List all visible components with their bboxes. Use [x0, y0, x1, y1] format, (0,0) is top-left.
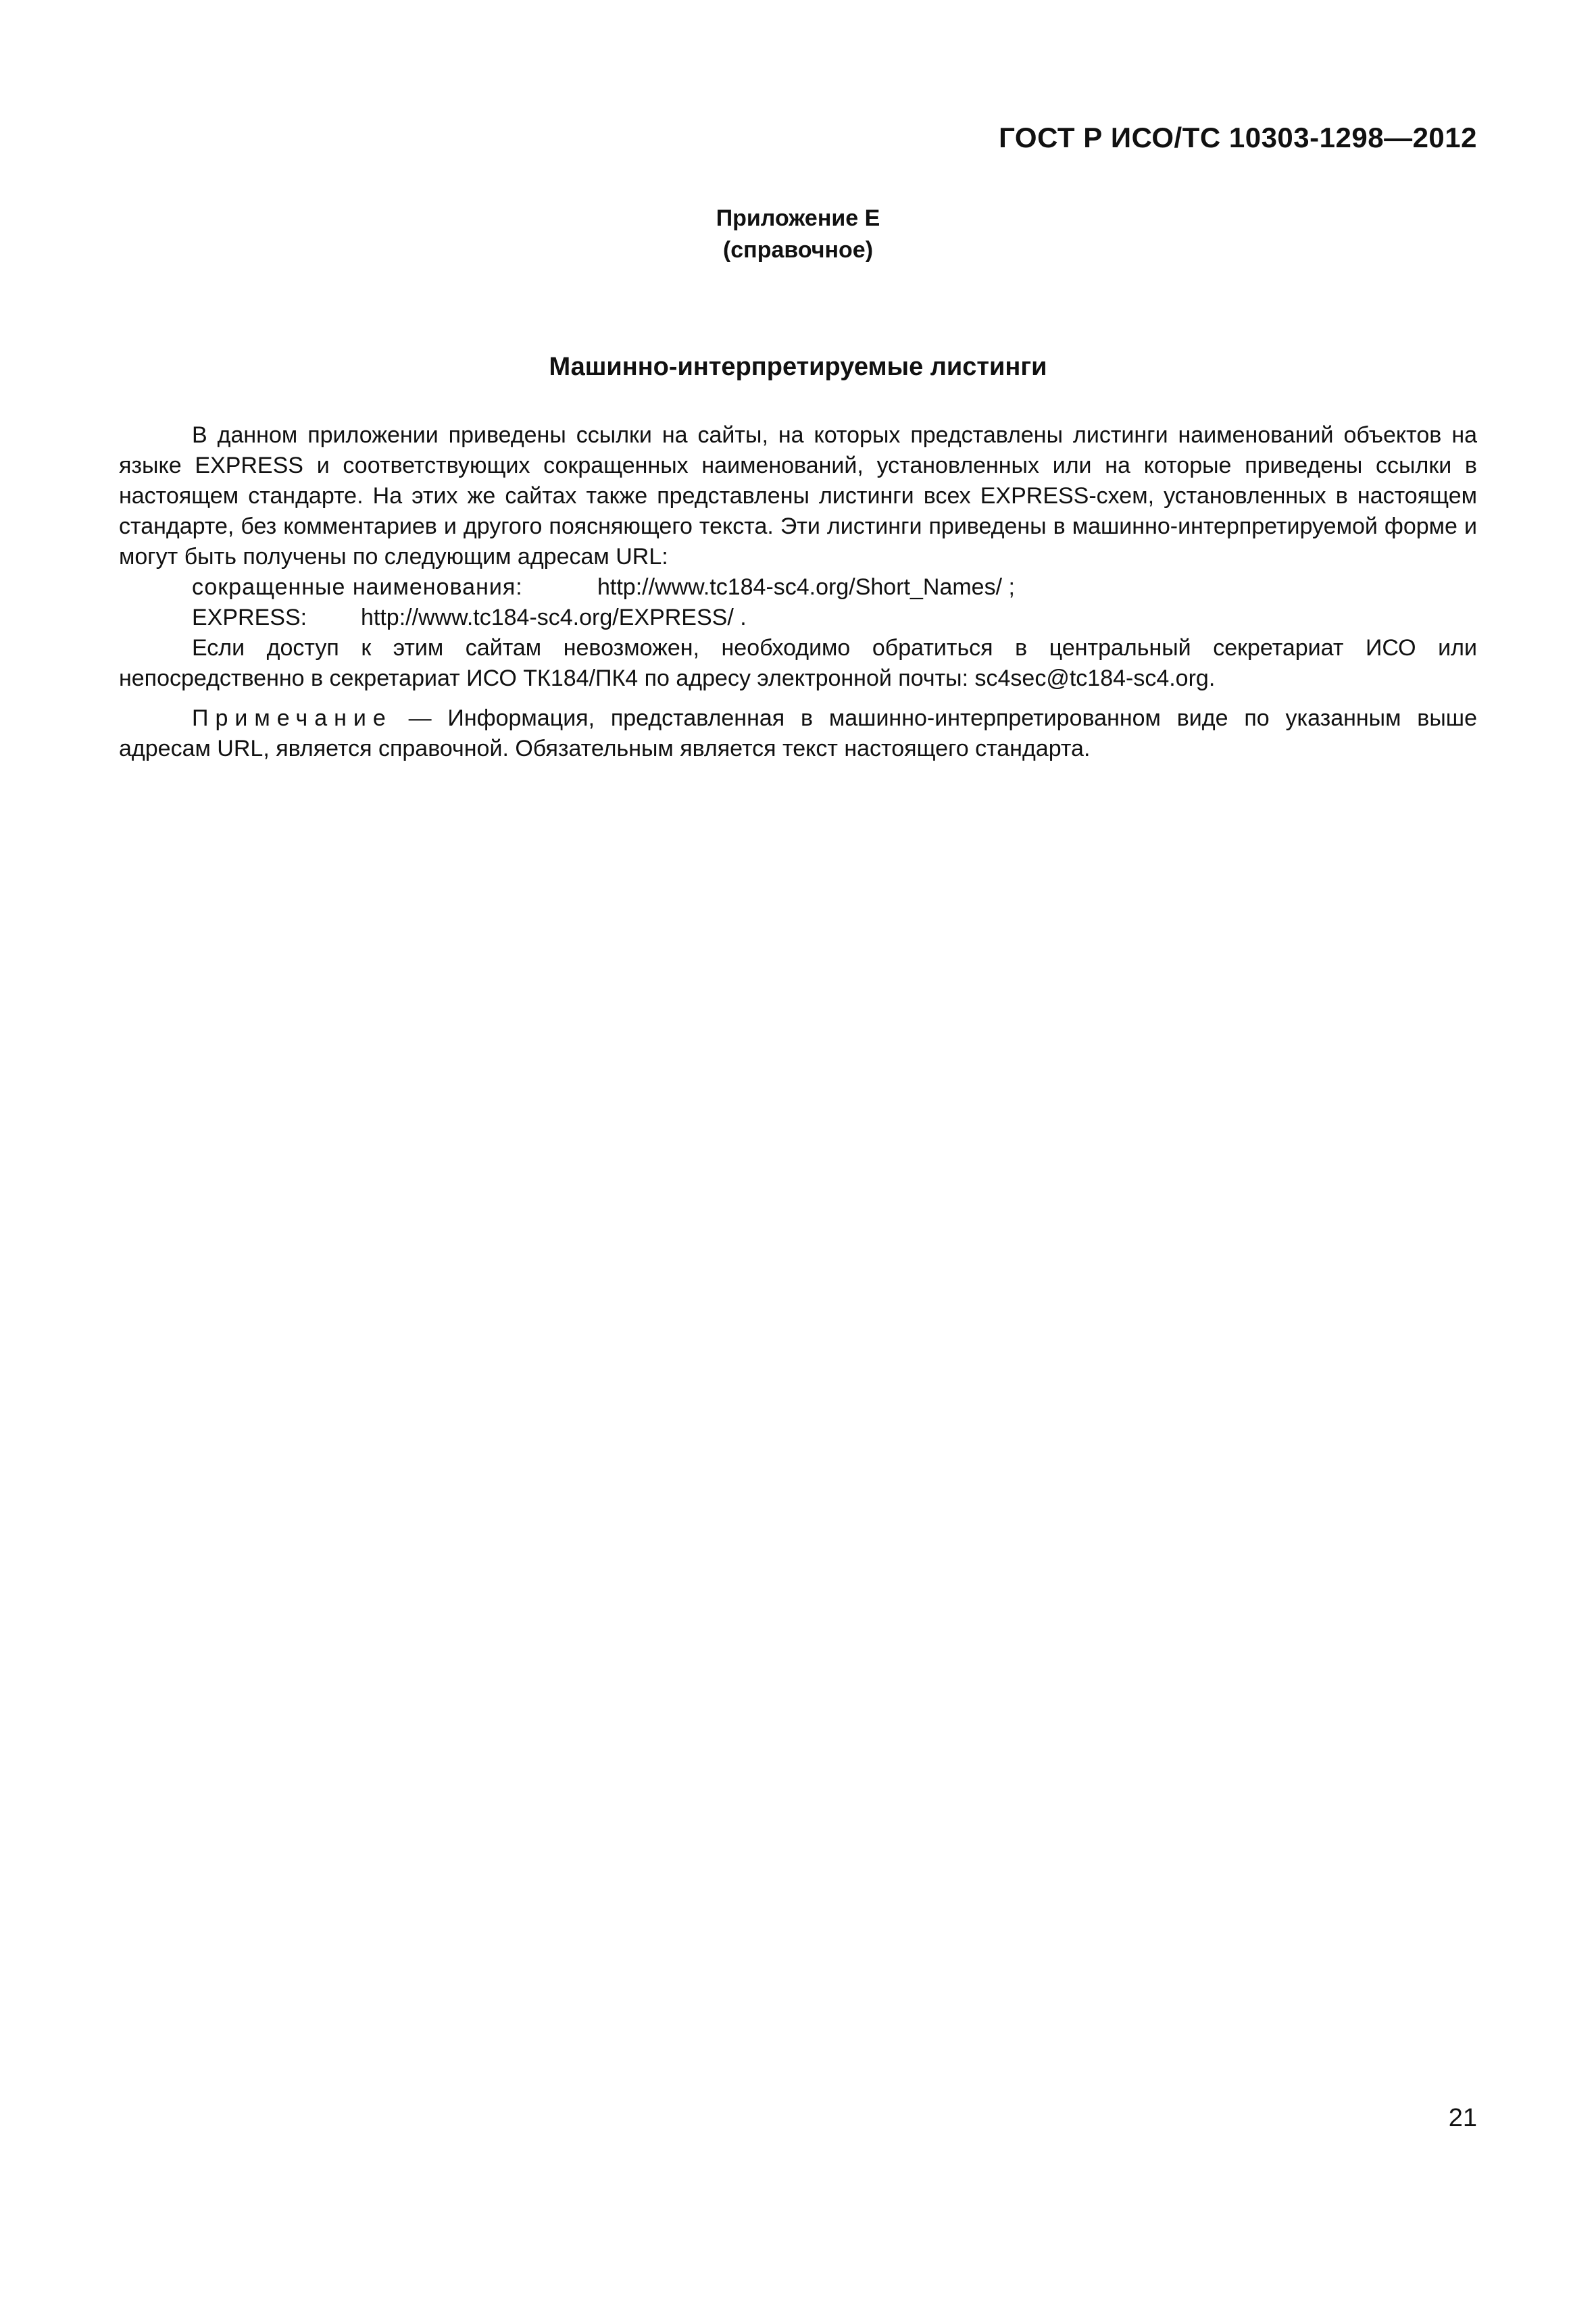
section-title: Машинно-интерпретируемые листинги [549, 353, 1047, 381]
body-text [119, 420, 1477, 764]
url-link-short-names[interactable]: http://www.tc184-sc4.org/Short_Names/ ; [597, 574, 1015, 600]
annex-title: Приложение Е [716, 205, 880, 231]
page-number: 21 [1448, 2104, 1477, 2132]
note-paragraph [119, 703, 1477, 764]
url-line-short-names [119, 572, 1477, 603]
paragraph-intro: В данном приложении приведены ссылки на сайты, на которых представлены листинги наименований объектов на языке EXPRESS и соответствующих сокращенных наименований, установленных или на которые приведены ссылки в настоящем стандарте. На этих же сайтах также представлены листинги всех EXPRESS-схем, установленных в настоящем стандарте, без комментариев и другого поясняющего текста. Эти листинги приведены в машинно-интерпретируемой форме и могут быть получены по следующим адресам URL: [119, 422, 1477, 570]
annex-status: (справочное) [722, 237, 874, 263]
note-label: Примечание [192, 705, 393, 731]
url-label-express: EXPRESS: [192, 605, 307, 630]
annex-heading [0, 203, 1596, 266]
url-line-express [119, 603, 1477, 633]
url-label-short-names: сокращенные наименования: [192, 574, 523, 600]
note-text: — Информация, представленная в машинно-интерпретированном виде по указанным выше адресам URL, является справочной. Обязательным является текст настоящего стандарта. [119, 705, 1477, 761]
paragraph-contact: Если доступ к этим сайтам невозможен, необходимо обратиться в центральный секретариат ИСО или непосредственно в секретариат ИСО ТК184/ПК4 по адресу электронной почты: sc4sec@tc184-sc4.org. [119, 635, 1477, 691]
standard-code-header: ГОСТ Р ИСО/ТС 10303-1298—2012 [999, 122, 1477, 153]
url-link-express[interactable]: http://www.tc184-sc4.org/EXPRESS/ . [361, 605, 747, 630]
